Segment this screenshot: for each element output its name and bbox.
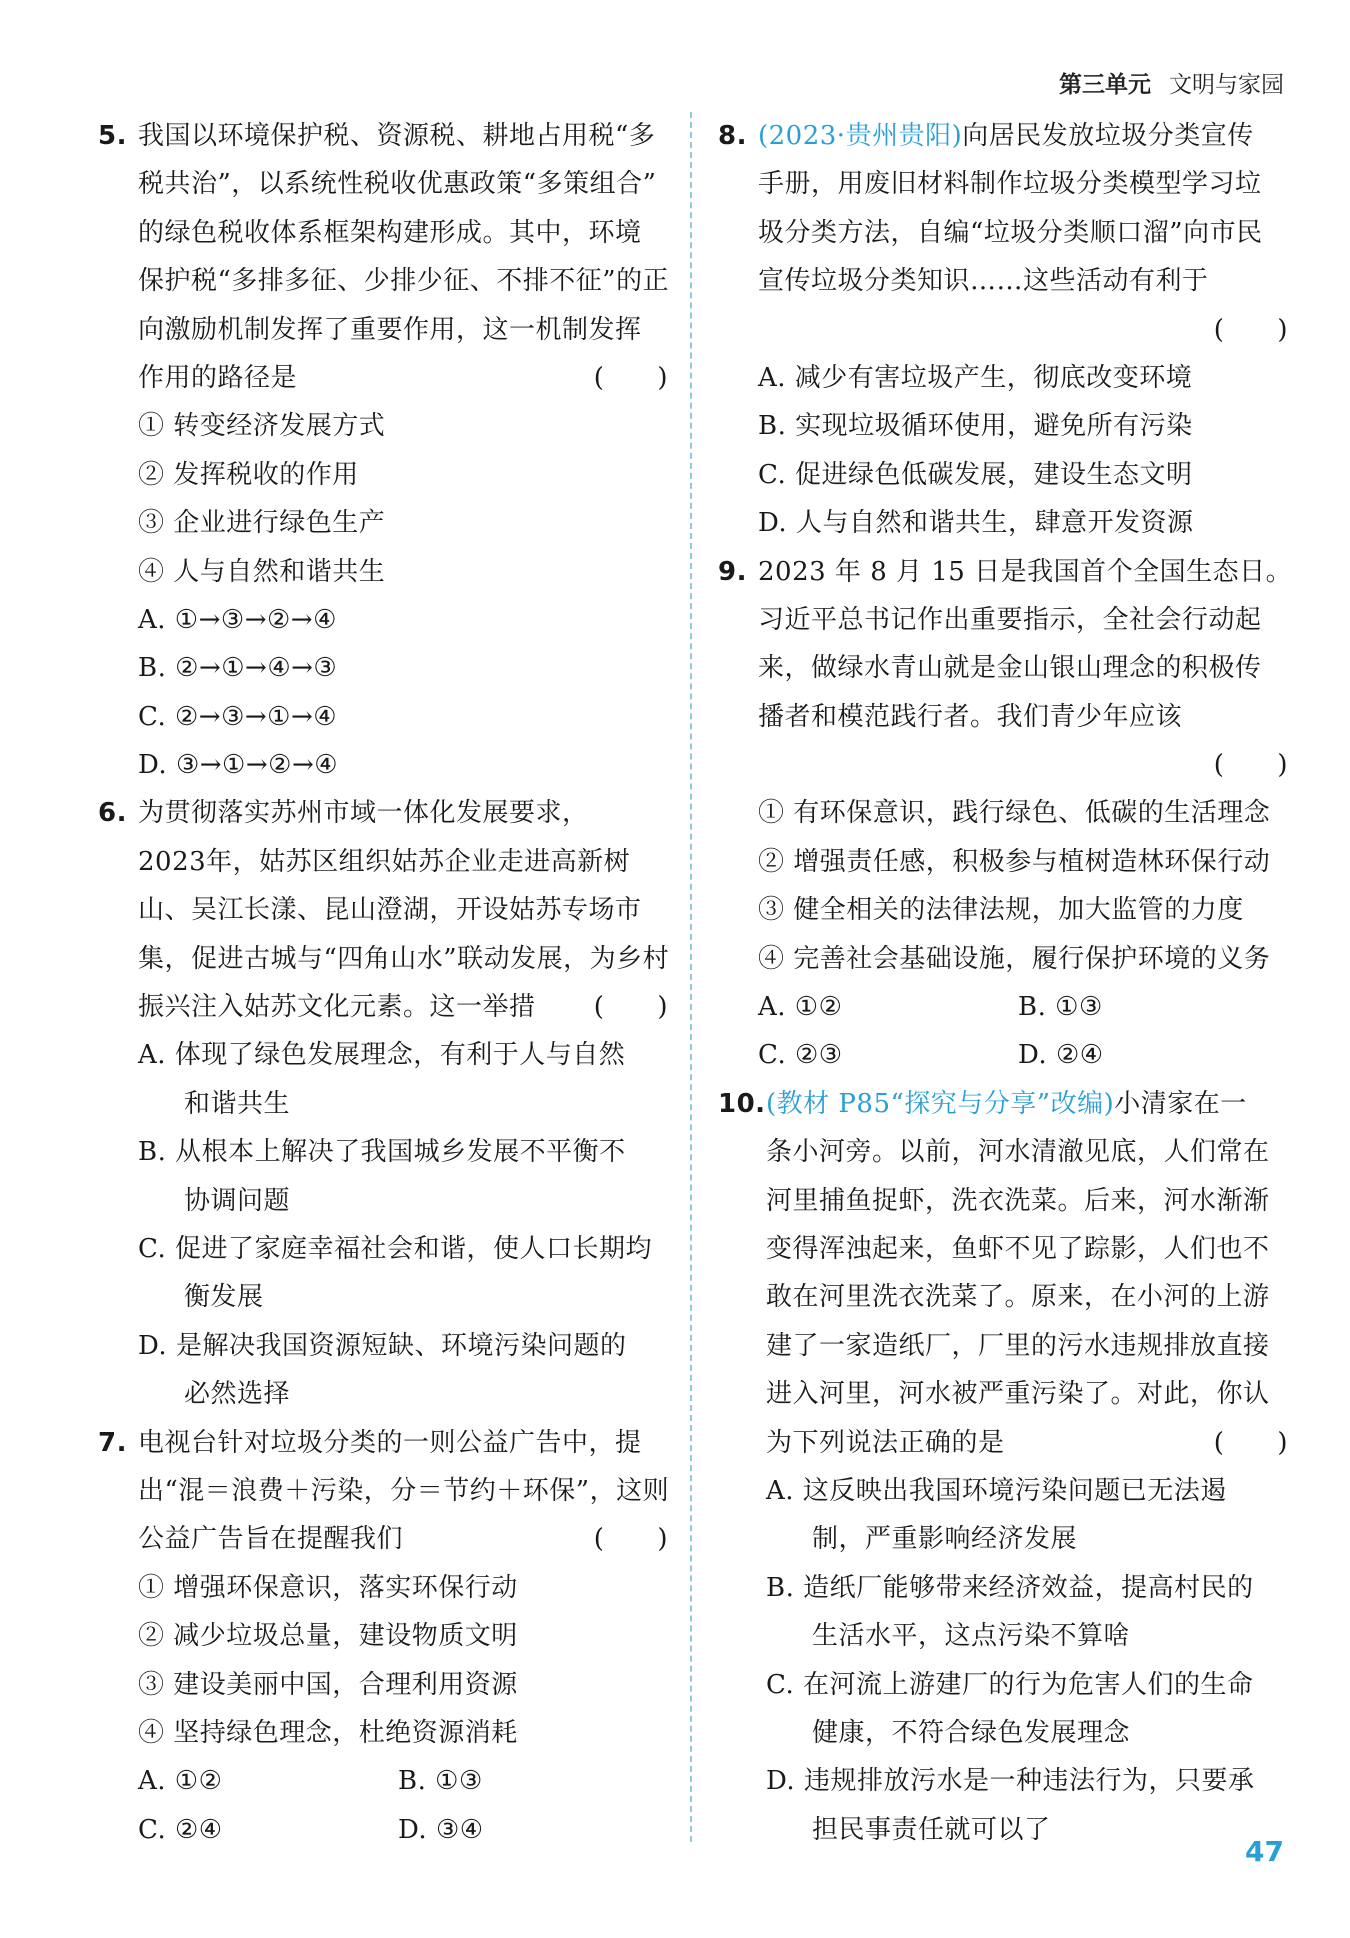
option-d[interactable]: D. 是解决我国资源短缺、环境污染问题的: [138, 1330, 627, 1361]
answer-blank[interactable]: ( ): [593, 1524, 668, 1555]
answer-blank[interactable]: ( ): [1213, 750, 1288, 781]
statement-item: ② 发挥税收的作用: [138, 459, 359, 490]
column-divider: [690, 112, 692, 1842]
question-10: 10. (教材 P85“探究与分享”改编)小清家在一 条小河旁。以前，河水清澈见底，人们常在 河里捕鱼捉虾，洗衣洗菜。后来，河水渐渐 变得浑浊起来，鱼虾不见了踪影，人们也不 敢在河里洗衣洗菜了。原来，在小河的上游 建了一家造纸厂，厂里的污水违规排放直接 进入河里，河水被严重污染了。对此，你认 为下列说法正确的是 ( ) A. 这反映出我国环境污染问题已无法遏 制，严重影响经济发展 B. 造纸厂能够带来经济效益，提高村民的 生活水平，这点污染不算啥 C. 在河流上游建厂的行为危害人们的生命 健康，不符合绿色发展理念 D. 违规排放污水是一种违法行为，只要承 担民事责任就可以了: [718, 1080, 1288, 1854]
statement-item: ③ 企业进行绿色生产: [138, 508, 386, 539]
question-number: 9.: [718, 556, 747, 587]
option-b[interactable]: B. ②→①→④→③: [138, 653, 338, 684]
question-source: (教材 P85“探究与分享”改编): [766, 1088, 1115, 1119]
statement-item: ④ 坚持绿色理念，杜绝资源消耗: [138, 1717, 518, 1748]
option-d[interactable]: D. ③④: [398, 1814, 484, 1845]
option-a[interactable]: A. 体现了绿色发展理念，有利于人与自然: [138, 1040, 626, 1071]
answer-blank[interactable]: ( ): [1213, 314, 1288, 345]
option-b[interactable]: B. 造纸厂能够带来经济效益，提高村民的: [766, 1572, 1254, 1603]
right-column: [718, 112, 1293, 1854]
option-b[interactable]: B. 从根本上解决了我国城乡发展不平衡不: [138, 1137, 626, 1168]
left-column: [98, 112, 668, 1854]
unit-title: 文明与家园: [1169, 72, 1284, 98]
option-a[interactable]: A. 这反映出我国环境污染问题已无法遏: [766, 1475, 1227, 1506]
question-number: 5.: [98, 121, 127, 151]
statement-item: ③ 健全相关的法律法规，加大监管的力度: [758, 895, 1244, 926]
option-d[interactable]: D. 违规排放污水是一种违法行为，只要承: [766, 1766, 1255, 1797]
question-stem: 9. 2023 年 8 月 15 日是我国首个全国生态日。: [718, 548, 1288, 596]
statement-item: ③ 建设美丽中国，合理利用资源: [138, 1669, 518, 1700]
unit-label: 第三单元: [1059, 72, 1151, 98]
question-stem: 7. 电视台针对垃圾分类的一则公益广告中，提: [98, 1419, 668, 1467]
question-number: 10.: [718, 1088, 766, 1119]
option-a[interactable]: A. ①→③→②→④: [138, 604, 337, 635]
page-header: [1059, 66, 1284, 99]
question-stem: 8. (2023·贵州贵阳)向居民发放垃圾分类宣传: [718, 112, 1288, 160]
option-a[interactable]: A. ①②: [138, 1766, 223, 1797]
answer-blank[interactable]: ( ): [593, 992, 668, 1023]
option-c[interactable]: C. 在河流上游建厂的行为危害人们的生命: [766, 1669, 1254, 1700]
question-5: 5. 我国以环境保护税、资源税、耕地占用税“多 税共治”，以系统性税收优惠政策“多策组合” 的绿色税收体系框架构建形成。其中，环境 保护税“多排多征、少排少征、不排不征”的正 向激励机制发挥了重要作用，这一机制发挥 作用的路径是 ( ) ① 转变经济发展方式 ② 发挥税收的作用 ③ 企业进行绿色生产 ④ 人与自然和谐共生 A. ①→③→②→④ B. ②→①→④→③ C. ②→③→①→④ D. ③→①→②→④: [98, 112, 668, 789]
question-8: 8. (2023·贵州贵阳)向居民发放垃圾分类宣传 手册，用废旧材料制作垃圾分类模型学习垃 圾分类方法，自编“垃圾分类顺口溜”向市民 宣传垃圾分类知识……这些活动有利于 ( ) A. 减少有害垃圾产生，彻底改变环境 B. 实现垃圾循环使用，避免所有污染 C. 促进绿色低碳发展，建设生态文明 D. 人与自然和谐共生，肆意开发资源: [718, 112, 1288, 548]
question-7: 7. 电视台针对垃圾分类的一则公益广告中，提 出“混＝浪费＋污染，分＝节约＋环保”，这则 公益广告旨在提醒我们 ( ) ① 增强环保意识，落实环保行动 ② 减少垃圾总量，建设物质文明 ③ 建设美丽中国，合理利用资源 ④ 坚持绿色理念，杜绝资源消耗 A. ①② B. ①③ C. ②④ D. ③④: [98, 1419, 668, 1855]
question-stem: 10. (教材 P85“探究与分享”改编)小清家在一: [718, 1080, 1288, 1128]
option-c[interactable]: C. ②④: [138, 1814, 223, 1845]
answer-blank[interactable]: ( ): [593, 362, 668, 393]
option-d[interactable]: D. 人与自然和谐共生，肆意开发资源: [758, 508, 1194, 539]
page-number: 47: [1245, 1835, 1284, 1868]
question-source: (2023·贵州贵阳): [758, 121, 963, 151]
question-stem: 6. 为贯彻落实苏州市域一体化发展要求，: [98, 789, 668, 837]
option-a[interactable]: A. ①②: [758, 992, 843, 1023]
statement-item: ② 增强责任感，积极参与植树造林环保行动: [758, 846, 1271, 877]
statement-item: ① 转变经济发展方式: [138, 411, 386, 442]
option-d[interactable]: D. ②④: [1018, 1040, 1104, 1071]
statement-item: ② 减少垃圾总量，建设物质文明: [138, 1621, 518, 1652]
option-a[interactable]: A. 减少有害垃圾产生，彻底改变环境: [758, 362, 1193, 393]
option-b[interactable]: B. ①③: [398, 1766, 483, 1797]
option-d[interactable]: D. ③→①→②→④: [138, 750, 339, 781]
option-c[interactable]: C. 促进了家庭幸福社会和谐，使人口长期均: [138, 1233, 652, 1264]
option-c[interactable]: C. 促进绿色低碳发展，建设生态文明: [758, 459, 1193, 490]
question-number: 7.: [98, 1427, 127, 1458]
answer-blank[interactable]: ( ): [1213, 1427, 1288, 1458]
option-c[interactable]: C. ②→③→①→④: [138, 701, 338, 732]
option-b[interactable]: B. ①③: [1018, 992, 1103, 1023]
statement-item: ④ 完善社会基础设施，履行保护环境的义务: [758, 943, 1271, 974]
statement-item: ① 有环保意识，践行绿色、低碳的生活理念: [758, 798, 1271, 829]
question-6: 6. 为贯彻落实苏州市域一体化发展要求， 2023年，姑苏区组织姑苏企业走进高新树 山、吴江长漾、昆山澄湖，开设姑苏专场市 集，促进古城与“四角山水”联动发展，为乡村 振兴注入姑苏文化元素。这一举措 ( ) A. 体现了绿色发展理念，有利于人与自然 和谐共生 B. 从根本上解决了我国城乡发展不平衡不 协调问题 C. 促进了家庭幸福社会和谐，使人口长期均 衡发展 D. 是解决我国资源短缺、环境污染问题的 必然选择: [98, 789, 668, 1418]
question-number: 6.: [98, 798, 127, 829]
option-c[interactable]: C. ②③: [758, 1040, 843, 1071]
option-b[interactable]: B. 实现垃圾循环使用，避免所有污染: [758, 411, 1193, 442]
statement-item: ④ 人与自然和谐共生: [138, 556, 386, 587]
question-9: 9. 2023 年 8 月 15 日是我国首个全国生态日。 习近平总书记作出重要指示，全社会行动起 来，做绿水青山就是金山银山理念的积极传 播者和模范践行者。我们青少年应该 ( ) ① 有环保意识，践行绿色、低碳的生活理念 ② 增强责任感，积极参与植树造林环保行动 ③ 健全相关的法律法规，加大监管的力度 ④ 完善社会基础设施，履行保护环境的义务 A. ①② B. ①③ C. ②③ D. ②④: [718, 548, 1288, 1080]
question-number: 8.: [718, 121, 747, 151]
question-stem: 5. 我国以环境保护税、资源税、耕地占用税“多: [98, 112, 668, 160]
statement-item: ① 增强环保意识，落实环保行动: [138, 1572, 518, 1603]
